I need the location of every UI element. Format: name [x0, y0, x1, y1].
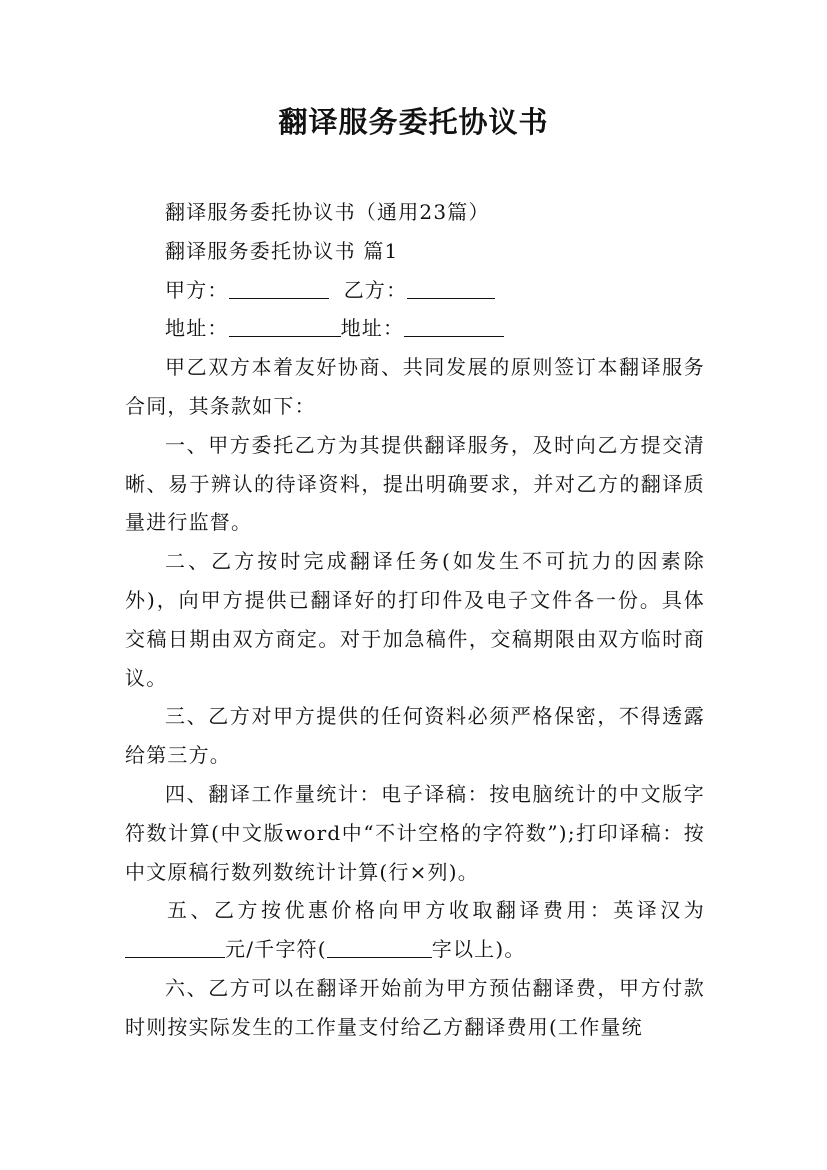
clause-5-text-after: 字以上)。 [431, 937, 526, 962]
address-a-label: 地址： [165, 316, 229, 341]
clause-5-text-before: 五、乙方按优惠价格向甲方收取翻译费用：英译汉为 [167, 898, 705, 923]
party-b-label: 乙方： [343, 277, 408, 302]
minimum-blank [327, 937, 432, 958]
clause-1: 一、甲方委托乙方为其提供翻译服务，及时向乙方提交清晰、易于辨认的待译资料，提出明确要求，并对乙方的翻译质量进行监督。 [125, 432, 705, 535]
address-a-blank [229, 316, 341, 337]
address-b-label: 地址： [340, 316, 405, 341]
document-title: 翻译服务委托协议书 [278, 105, 549, 139]
clause-3: 三、乙方对甲方提供的任何资料必须严格保密，不得透露给第三方。 [125, 704, 705, 768]
address-line [125, 309, 705, 348]
clause-2: 二、乙方按时完成翻译任务(如发生不可抗力的因素除外)，向甲方提供已翻译好的打印件及电子文件各一份。具体交稿日期由双方商定。对于加急稿件，交稿期限由双方临时商议。 [125, 549, 705, 690]
clause-5-text-mid: 元/千字符( [225, 937, 327, 962]
clause-4: 四、翻译工作量统计：电子译稿：按电脑统计的中文版字符数计算(中文版word中“不计空格的字符数”);打印译稿：按中文原稿行数列数统计计算(行×列)。 [125, 781, 705, 884]
party-a-label: 甲方： [165, 277, 229, 302]
party-b-blank [407, 278, 495, 299]
party-line [125, 271, 705, 310]
document-body [125, 193, 705, 1047]
address-b-blank [404, 316, 504, 337]
clause-6: 六、乙方可以在翻译开始前为甲方预估翻译费，甲方付款时则按实际发生的工作量支付给乙方翻译费用(工作量统 [125, 975, 705, 1039]
clause-5 [125, 891, 705, 969]
rate-blank [125, 937, 225, 958]
chapter-heading: 翻译服务委托协议书 篇1 [165, 238, 399, 263]
intro-paragraph: 甲乙双方本着友好协商、共同发展的原则签订本翻译服务合同，其条款如下： [125, 355, 705, 418]
document-subtitle: 翻译服务委托协议书（通用23篇） [165, 200, 490, 224]
party-a-blank [229, 278, 329, 299]
